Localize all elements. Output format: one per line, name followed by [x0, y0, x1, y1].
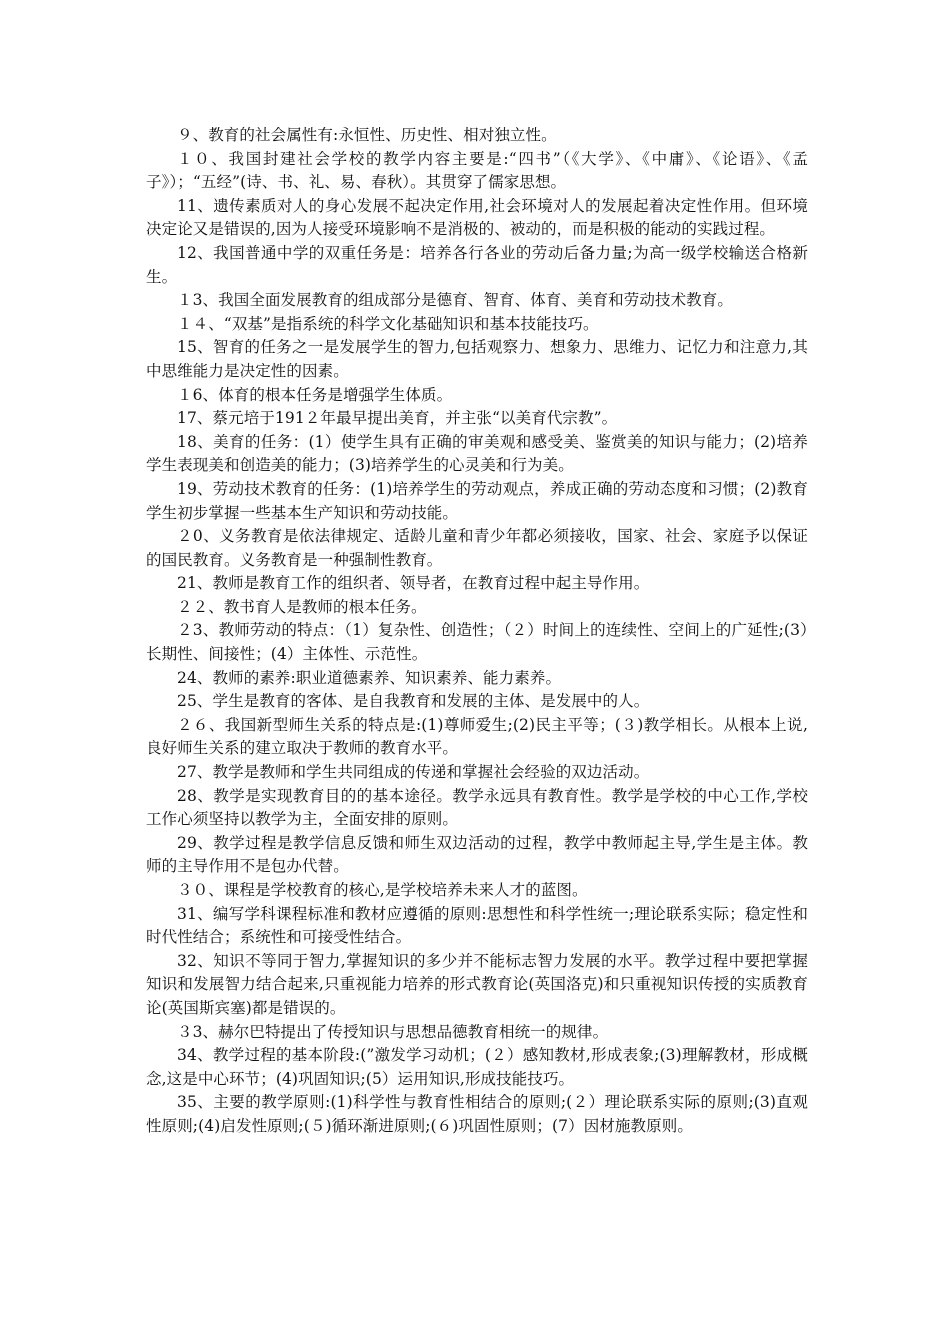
paragraph-27: 27、教学是教师和学生共同组成的传递和掌握社会经验的双边活动。	[177, 763, 650, 782]
paragraph-13: １3、我国全面发展教育的组成部分是德育、智育、体育、美育和劳动技术教育。	[177, 291, 733, 310]
paragraph-10: １０、我国封建社会学校的教学内容主要是:“四书”（《大学》、《中庸》、《论语》、《孟子》）；“五经”(诗、书、礼、易、春秋）。其贯穿了儒家思想。	[146, 149, 808, 192]
paragraph-32: 32、知识不等同于智力,掌握知识的多少并不能标志智力发展的水平。教学过程中要把掌握知识和发展智力结合起来,只重视能力培养的形式教育论(英国洛克)和只重视知识传授的实质教育论(英国斯宾塞)都是错误的。	[146, 951, 808, 1017]
paragraph-31: 31、编写学科课程标准和教材应遵循的原则:思想性和科学性统一;理论联系实际；稳定性和时代性结合；系统性和可接受性结合。	[146, 904, 808, 947]
paragraph-11: 11、遗传素质对人的身心发展不起决定作用,社会环境对人的发展起着决定性作用。但环境决定论又是错误的,因为人接受环境影响不是消极的、被动的，而是积极的能动的实践过程。	[146, 196, 808, 239]
paragraph-26: ２６、我国新型师生关系的特点是:(1)尊师爱生;(2)民主平等；(３)教学相长。从根本上说,良好师生关系的建立取决于教师的教育水平。	[146, 715, 808, 758]
paragraph-21: 21、教师是教育工作的组织者、领导者，在教育过程中起主导作用。	[177, 574, 650, 593]
paragraph-14: １４、“双基”是指系统的科学文化基础知识和基本技能技巧。	[177, 314, 599, 333]
document-page	[146, 124, 808, 1139]
paragraph-24: 24、教师的素养:职业道德素养、知识素养、能力素养。	[177, 668, 562, 687]
paragraph-12: 12、我国普通中学的双重任务是：培养各行各业的劳动后备力量;为高一级学校输送合格新生。	[146, 243, 808, 286]
paragraph-34: 34、教学过程的基本阶段:(”激发学习动机；(２）感知教材,形成表象;(3)理解教材，形成概念,这是中心环节；(4)巩固知识;(5）运用知识,形成技能技巧。	[146, 1046, 808, 1088]
paragraph-9: ９、教育的社会属性有:永恒性、历史性、相对独立性。	[177, 126, 557, 144]
paragraph-19: 19、劳动技术教育的任务：(1)培养学生的劳动观点，养成正确的劳动态度和习惯；(2)教育学生初步掌握一些基本生产知识和劳动技能。	[146, 479, 808, 522]
paragraph-17: 17、蔡元培于191２年最早提出美育，并主张“以美育代宗教”。	[177, 409, 618, 428]
paragraph-18: 18、美育的任务：(1）使学生具有正确的审美观和感受美、鉴赏美的知识与能力；(2)培养学生表现美和创造美的能力；(3)培养学生的心灵美和行为美。	[146, 432, 808, 475]
paragraph-15: 15、智育的任务之一是发展学生的智力,包括观察力、想象力、思维力、记忆力和注意力,其中思维能力是决定性的因素。	[146, 338, 808, 380]
paragraph-20: ２0、义务教育是依法律规定、适龄儿童和青少年都必须接收，国家、社会、家庭予以保证的国民教育。义务教育是一种强制性教育。	[146, 527, 808, 569]
paragraph-23: ２3、教师劳动的特点：（1）复杂性、创造性；（２）时间上的连续性、空间上的广延性;(3）长期性、间接性；(4）主体性、示范性。	[146, 621, 808, 664]
paragraph-16: １6、体育的根本任务是增强学生体质。	[177, 385, 453, 404]
paragraph-29: 29、教学过程是教学信息反馈和师生双边活动的过程，教学中教师起主导,学生是主体。教师的主导作用不是包办代替。	[146, 833, 808, 876]
paragraph-35: 35、主要的教学原则:(1)科学性与教育性相结合的原则;(２）理论联系实际的原则;(3)直观性原则;(4)启发性原则;(５)循环渐进原则;(６)巩固性原则；(7）因材施教原则。	[146, 1093, 808, 1135]
paragraph-25: 25、学生是教育的客体、是自我教育和发展的主体、是发展中的人。	[177, 692, 650, 711]
paragraph-33: ３3、赫尔巴特提出了传授知识与思想品德教育相统一的规律。	[177, 1022, 609, 1041]
paragraph-22: ２２、教书育人是教师的根本任务。	[177, 597, 427, 616]
paragraph-28: 28、教学是实现教育目的的基本途径。教学永远具有教育性。教学是学校的中心工作,学校工作心须坚持以教学为主，全面安排的原则。	[146, 786, 808, 829]
paragraph-30: ３０、课程是学校教育的核心,是学校培养未来人才的蓝图。	[177, 881, 588, 899]
